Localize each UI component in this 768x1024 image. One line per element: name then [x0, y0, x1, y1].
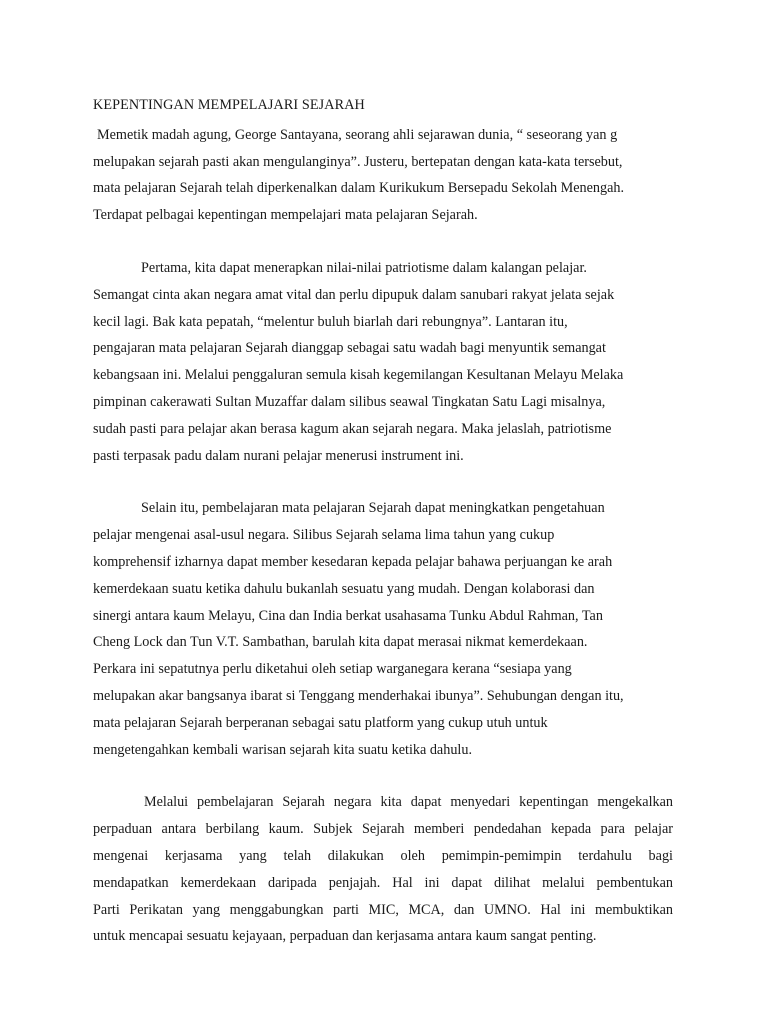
paragraph-line: Selain itu, pembelajaran mata pelajaran Sejarah dapat meningkatkan pengetahuan: [141, 500, 605, 517]
paragraph-line: mengetengahkan kembali warisan sejarah kita suatu ketika dahulu.: [93, 741, 472, 758]
paragraph-line: melupakan akar bangsanya ibarat si Tenggang menderhakai ibunya”. Sehubungan dengan itu,: [93, 687, 624, 704]
paragraph-line: komprehensif izharnya dapat member kesedaran kepada pelajar bahawa perjuangan ke arah: [93, 553, 613, 570]
document-page: [93, 92, 673, 976]
paragraph-line: pelajar mengenai asal-usul negara. Silibus Sejarah selama lima tahun yang cukup: [93, 527, 555, 544]
paragraph-4: [93, 789, 673, 950]
paragraph-line: mata pelajaran Sejarah berperanan sebagai satu platform yang cukup utuh untuk: [93, 714, 548, 731]
paragraph-line: kecil lagi. Bak kata pepatah, “melentur buluh biarlah dari rebungnya”. Lantaran itu,: [93, 313, 568, 330]
paragraph-line: kebangsaan ini. Melalui penggaluran semula kisah kegemilangan Kesultanan Melayu Melaka: [93, 367, 624, 384]
paragraph-line: sudah pasti para pelajar akan berasa kagum akan sejarah negara. Maka jelaslah, patriotisme: [93, 420, 612, 437]
paragraph-line: Memetik madah agung, George Santayana, seorang ahli sejarawan dunia, “ seseorang yan g: [97, 126, 618, 143]
paragraph-line: Melalui pembelajaran Sejarah negara kita dapat menyedari kepentingan mengekalkan: [144, 794, 673, 811]
paragraph-line: Semangat cinta akan negara amat vital dan perlu dipupuk dalam sanubari rakyat jelata sejak: [93, 286, 615, 303]
paragraph-3: [93, 495, 673, 763]
paragraph-line: Terdapat pelbagai kepentingan mempelajari mata pelajaran Sejarah.: [93, 207, 478, 224]
paragraph-line: Parti Perikatan yang menggabungkan parti MIC, MCA, dan UMNO. Hal ini membuktikan: [93, 901, 673, 918]
paragraph-1: [93, 122, 673, 229]
paragraph-line: Perkara ini sepatutnya perlu diketahui oleh setiap warganegara kerana “sesiapa yang: [93, 661, 572, 678]
paragraph-line: mendapatkan kemerdekaan daripada penjajah. Hal ini dapat dilihat melalui pembentukan: [93, 874, 673, 891]
document-title: KEPENTINGAN MEMPELAJARI SEJARAH: [93, 97, 365, 113]
paragraph-line: untuk mencapai sesuatu kejayaan, perpaduan dan kerjasama antara kaum sangat penting.: [93, 928, 597, 945]
paragraph-line: mengenai kerjasama yang telah dilakukan oleh pemimpin-pemimpin terdahulu bagi: [93, 847, 673, 864]
paragraph-line: pengajaran mata pelajaran Sejarah dianggap sebagai satu wadah bagi menyuntik semangat: [93, 340, 606, 357]
paragraph-line: melupakan sejarah pasti akan mengulanginya”. Justeru, bertepatan dengan kata-kata tersebut,: [93, 153, 623, 170]
paragraph-line: perpaduan antara berbilang kaum. Subjek Sejarah memberi pendedahan kepada para pelajar: [93, 821, 673, 838]
paragraph-line: mata pelajaran Sejarah telah diperkenalkan dalam Kurikukum Bersepadu Sekolah Menengah.: [93, 180, 625, 197]
paragraph-line: Pertama, kita dapat menerapkan nilai-nilai patriotisme dalam kalangan pelajar.: [141, 259, 587, 276]
paragraph-line: pimpinan cakerawati Sultan Muzaffar dalam silibus seawal Tingkatan Satu Lagi misalnya,: [93, 393, 606, 410]
paragraph-line: Cheng Lock dan Tun V.T. Sambathan, barulah kita dapat merasai nikmat kemerdekaan.: [93, 634, 588, 651]
paragraph-2: [93, 255, 673, 469]
paragraph-line: kemerdekaan suatu ketika dahulu bukanlah sesuatu yang mudah. Dengan kolaborasi dan: [93, 580, 595, 597]
paragraph-line: pasti terpasak padu dalam nurani pelajar menerusi instrument ini.: [93, 447, 464, 464]
paragraph-line: sinergi antara kaum Melayu, Cina dan India berkat usahasama Tunku Abdul Rahman, Tan: [93, 607, 603, 624]
